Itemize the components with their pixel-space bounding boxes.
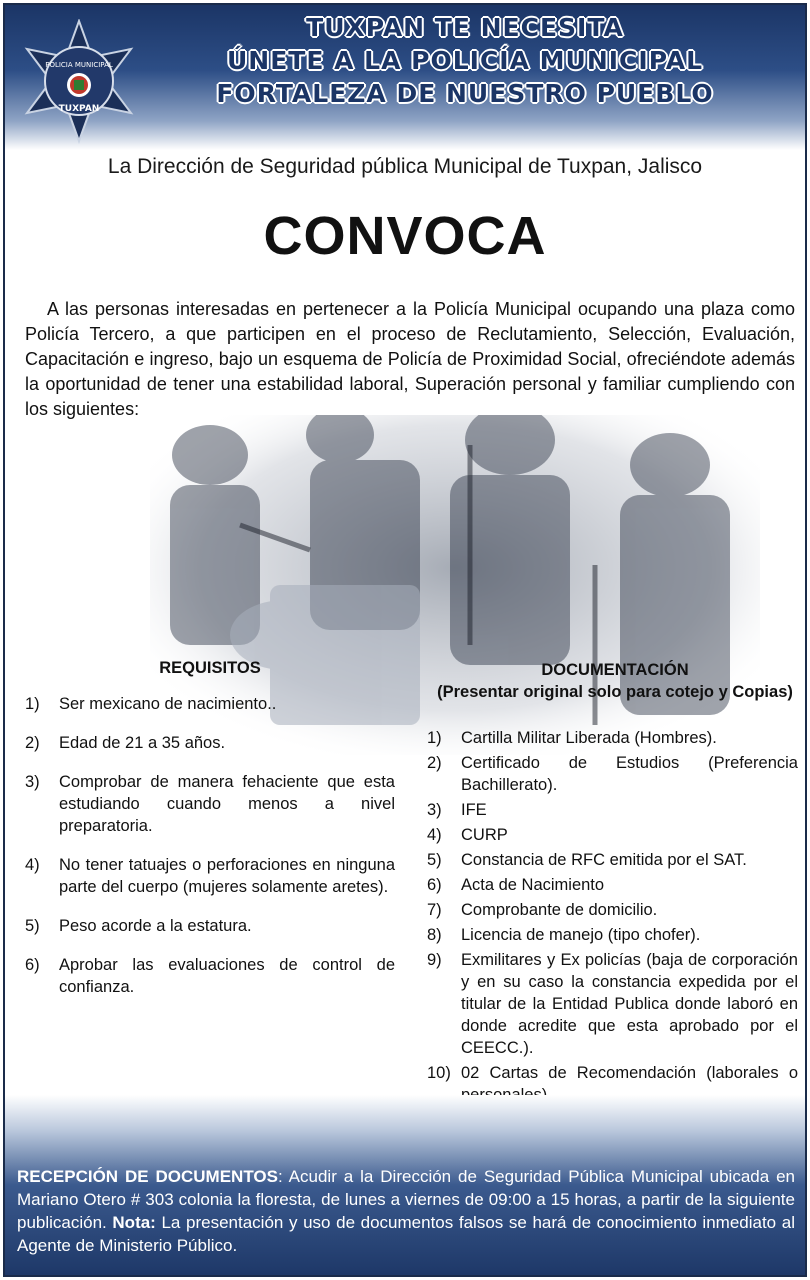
list-item: 2) Certificado de Estudios (Preferencia Bachillerato).	[427, 754, 798, 794]
header-banner	[5, 5, 805, 150]
list-item: 2) Edad de 21 a 35 años.	[25, 734, 226, 752]
list-item: 7) Comprobante de domicilio.	[427, 901, 658, 919]
list-item: 1) Cartilla Militar Liberada (Hombres).	[427, 729, 717, 747]
list-item: 3) Comprobar de manera fehaciente que esta estudiando cuando menos a nivel preparatoria.	[25, 773, 395, 835]
list-item: 8) Licencia de manejo (tipo chofer).	[427, 926, 701, 944]
intro-paragraph: A las personas interesadas en pertenecer a la Policía Municipal ocupando una plaza como Policía Tercero, a que participen en el proceso de Reclutamiento, Selección, Evaluación, Capacitación e ingreso, bajo un esquema de Policía de Proximidad Social, ofreciéndote además la oportunidad de tener una estabilidad laboral, Superación personal y familiar cumpliendo con los siguientes:	[25, 299, 795, 419]
documentacion-title: DOCUMENTACIÓN	[541, 661, 689, 679]
list-item: 3) IFE	[427, 801, 487, 819]
documentacion-list	[427, 727, 798, 1156]
footer-notice: RECEPCIÓN DE DOCUMENTOS: Acudir a la Dirección de Seguridad Pública Municipal ubicada en Mariano Otero # 303 colonia la floresta, de lunes a viernes de 09:00 a 15 horas, a partir de la siguiente publicación. Nota: La presentación y uso de documentos falsos se hará de conocimiento inmediato al Agente de Ministerio Público.	[17, 1167, 796, 1255]
headline-line-1: TUXPAN TE NECESITA	[306, 13, 624, 42]
list-item: 5) Constancia de RFC emitida por el SAT.	[427, 851, 747, 869]
list-item: 5) Peso acorde a la estatura.	[25, 917, 252, 935]
headline-line-3: FORTALEZA DE NUESTRO PUEBLO	[216, 79, 714, 108]
list-item: 10) 02 Cartas de Recomendación (laborales o	[427, 1064, 798, 1082]
poster	[3, 3, 807, 1277]
requisitos-list	[25, 693, 395, 1015]
list-item: 4) No tener tatuajes o perforaciones en ninguna parte del cuerpo (mujeres solamente aretes).	[25, 856, 395, 896]
list-item: 9) Exmilitares y Ex policías (baja de corporación y en su caso la constancia expedida por el titular de la Entidad Publica donde laboró en donde acredite que esta aprobado por el CEECC.).	[427, 951, 798, 1057]
page-title: CONVOCA	[263, 206, 547, 266]
headline-line-2: ÚNETE A LA POLICÍA MUNICIPAL	[226, 46, 704, 75]
list-item: 4) CURP	[427, 826, 508, 844]
list-item: 6) Aprobar las evaluaciones de control de confianza.	[25, 956, 395, 996]
nota-label: Nota:	[112, 1213, 156, 1232]
badge-bottom-text: TUXPAN	[58, 104, 100, 114]
issuer-subtitle: La Dirección de Seguridad pública Municipal de Tuxpan, Jalisco	[107, 155, 703, 178]
requisitos-heading: REQUISITOS	[159, 659, 261, 677]
documentacion-subtitle: (Presentar original solo para cotejo y Copias)	[437, 683, 793, 701]
list-item: 1) Ser mexicano de nacimiento..	[25, 695, 277, 713]
documentacion-heading	[425, 659, 805, 703]
badge-top-text: POLICIA MUNICIPAL	[45, 61, 113, 69]
footer-label: RECEPCIÓN DE DOCUMENTOS	[17, 1167, 278, 1186]
list-item: 6) Acta de Nacimiento	[427, 876, 605, 894]
police-badge-icon	[19, 19, 139, 144]
